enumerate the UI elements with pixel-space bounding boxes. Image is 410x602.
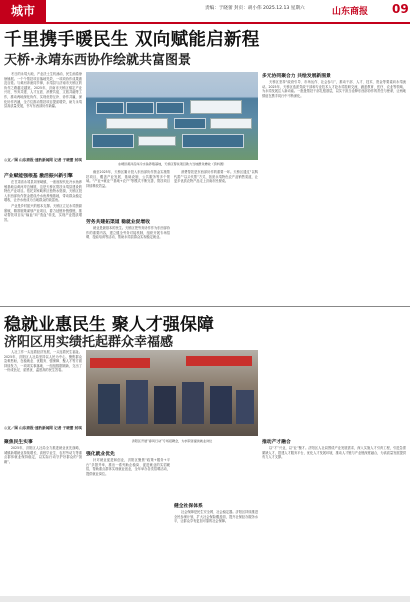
story2-paragraph-1: 2025年，济阳区人社局全力推进就业优先战略，城镇新增就业持续增长，高校毕业生、农村劳动力等重点群体就业保持稳定，以实际行动守护好群众的“饭碗”。 xyxy=(4,446,82,464)
story1-heading-3: 多元协同聚合力 共绘发展新图景 xyxy=(262,74,331,79)
story2-col2-text: 针对就业促进和创业，济阳区聚焦“政策+服务+平台”多措并举，推出一系列助企稳岗、促进就业的实招硬招，帮助重点群体实现就业创业，全年举办各类招聘活动，提供就业岗位。 xyxy=(86,458,170,476)
story2-col2 xyxy=(86,458,170,594)
page-number: 09 xyxy=(392,2,409,16)
story2-byline: ◎文／图 山东商报·速豹新闻网 记者 于晓蕾 封琪 xyxy=(4,426,82,430)
story2-heading-4: 推动产才融合 xyxy=(262,440,291,445)
story2-intro xyxy=(4,350,82,420)
story1-col4-text: 天桥区坚持“政府引导、市场运作、社会参与”，推动干部、人才、技术、资金等要素向永靖流动。2025年，天桥区选派党政干部和专业技术人才赴永靖挂职交流，涵盖教育、医疗、农业等领域，为永靖发展注入新动能。一批批帮扶干部扎根基层，以实干担当诠释东西部协作的责任与使命，让两地情谊在携手同行中不断深化。 xyxy=(262,80,406,98)
story1-col2b-text: 就业是最基本的民生。天桥区把劳务协作作为东西部协作的重要内容，建立健全劳务对接机制，组织开展专场招聘、技能培训等活动，帮助永靖县群众实现稳定就业。 xyxy=(86,226,170,240)
story1-byline: ◎文／图 山东商报·速豹新闻网 记者 于晓蕾 封琪 xyxy=(4,158,82,162)
story2-intro-text: 人社工作一头连着经济发展，一头连着民生福祉。2025年，济阳区人社局坚持以人民为中心，聚焦群众急难愁盼，在稳就业、优服务、强保障、聚人才等方面持续发力，一项项实事落地、一组组数据刷新，交出了一份成色足、质感优、温度高的民生答卷。 xyxy=(4,350,82,373)
story1-paragraph-2: 产业是乡村振兴的根本支撑。天桥区立足永靖资源禀赋，精准施策谋划产业项目，着力延链补链强链，推动帮扶项目从“输血”向“造血”转变，实现产业提质增效。 xyxy=(4,203,82,222)
story2-col3-text: 社会保障是民生安全网、社会稳定器。济阳区持续推进全民参保计划，扩大社会保险覆盖面，提升社保经办服务水平，让群众享有更加可靠的社会保障。 xyxy=(174,510,258,524)
story1-subheadline: 天桥·永靖东西协作绘就共富图景 xyxy=(4,53,191,68)
story1-intro-text: 冬日的永靖大地，产业沃土生机涌动，民生画卷徐徐铺展。一个个帮扶项目落地见效，一项项协作成果惠及百姓。与黄河奔流同节律，永靖县与济南市天桥区的协作之路越走越宽。2025年，济南市天桥区锚定产业兴旺、劳务共建、人才互派、消费共促、文旅共融等工作，推动两地深化协作，实现优势互补、协作共赢，深化协作内涵，全方位推动帮扶项目提质增效，助力永靖县高质量发展，书写东西部协作新篇。 xyxy=(4,72,82,109)
story2-col4-text: 以“才”兴业，以“业”聚才。济阳区人社局围绕产业发展需求，深入实施人才引育工程，引进急需紧缺人才，搭建人才服务平台，优化人才发展环境，推动人才链与产业链深度融合，为高质量发展提供有力人才支撑。 xyxy=(262,446,406,460)
story1-col4 xyxy=(262,80,406,304)
story2-heading-3: 健全社保体系 xyxy=(174,504,203,509)
story1-photo-caption: 永靖县黄河沿岸冷水鱼养殖基地，天桥区帮扶项目助力当地群众增收（资料图） xyxy=(117,162,227,166)
story2-subheadline: 济阳区用实绩托起群众幸福感 xyxy=(4,335,174,350)
story1-col3 xyxy=(174,170,258,304)
story1-col2 xyxy=(86,170,170,216)
story1-col2b xyxy=(86,226,170,304)
story2-headline: 稳就业惠民生 聚人才强保障 xyxy=(4,315,214,335)
issue-meta: 责编：于晓蕾 封页：胡小伟 2025.12.13 星期六 xyxy=(205,6,305,11)
story2-photo-caption: 济阳区开展“春风行动”专场招聘会，为求职者提供就业岗位 xyxy=(131,439,213,443)
page-header xyxy=(0,0,410,24)
story1-heading-2: 劳务共建拓渠道 稳就业促增收 xyxy=(86,220,151,225)
story1-col2-text: 截至2025年，天桥区累计投入东西部协作资金实施帮扶项目，覆盖产业发展、基础设施、公共服务等多个领域。“产业+就业”“基地+农户”等模式不断完善，帮扶项目持续释放效益。 xyxy=(86,170,170,188)
story1-photo xyxy=(86,72,258,160)
story1-intro xyxy=(4,72,82,156)
story1-heading-1: 产业赋能强根基 激活振兴新引擎 xyxy=(4,174,73,179)
story1-col1 xyxy=(4,180,82,304)
story2-photo xyxy=(86,350,258,436)
story2-col3 xyxy=(174,510,258,594)
story1-paragraph-1: 在甘肃省永靖县刘家峡镇，一座座现代化冷水鱼养殖基地沿黄河岸边铺展，这是天桥区帮扶永靖县建设的特色产业项目。依托刘家峡库区独特水资源，天桥区投入东西部协作资金建设冷水鱼养殖基地，带动群众稳定增收，让冷水鱼成为当地群众的致富鱼。 xyxy=(4,180,82,203)
story2-col1 xyxy=(4,446,82,594)
story1-headline: 千里携手暖民生 双向赋能启新程 xyxy=(4,30,260,50)
story1-col3-text: 消费帮扶是东西部协作的重要一环。天桥区通过“以购代捐”“以买代帮”方式，拓宽永靖特色农产品销售渠道，让更多优质农特产品走上济南市民餐桌。 xyxy=(174,170,258,184)
section-tag: 城市 xyxy=(0,0,46,22)
page-footer-bar xyxy=(0,596,410,602)
story2-heading-2: 强化就业优先 xyxy=(86,452,115,457)
story-divider xyxy=(0,306,410,307)
paper-name: 山东商报 xyxy=(332,7,369,17)
story2-col4 xyxy=(262,446,406,594)
story2-heading-1: 聚焦民生实事 xyxy=(4,440,33,445)
